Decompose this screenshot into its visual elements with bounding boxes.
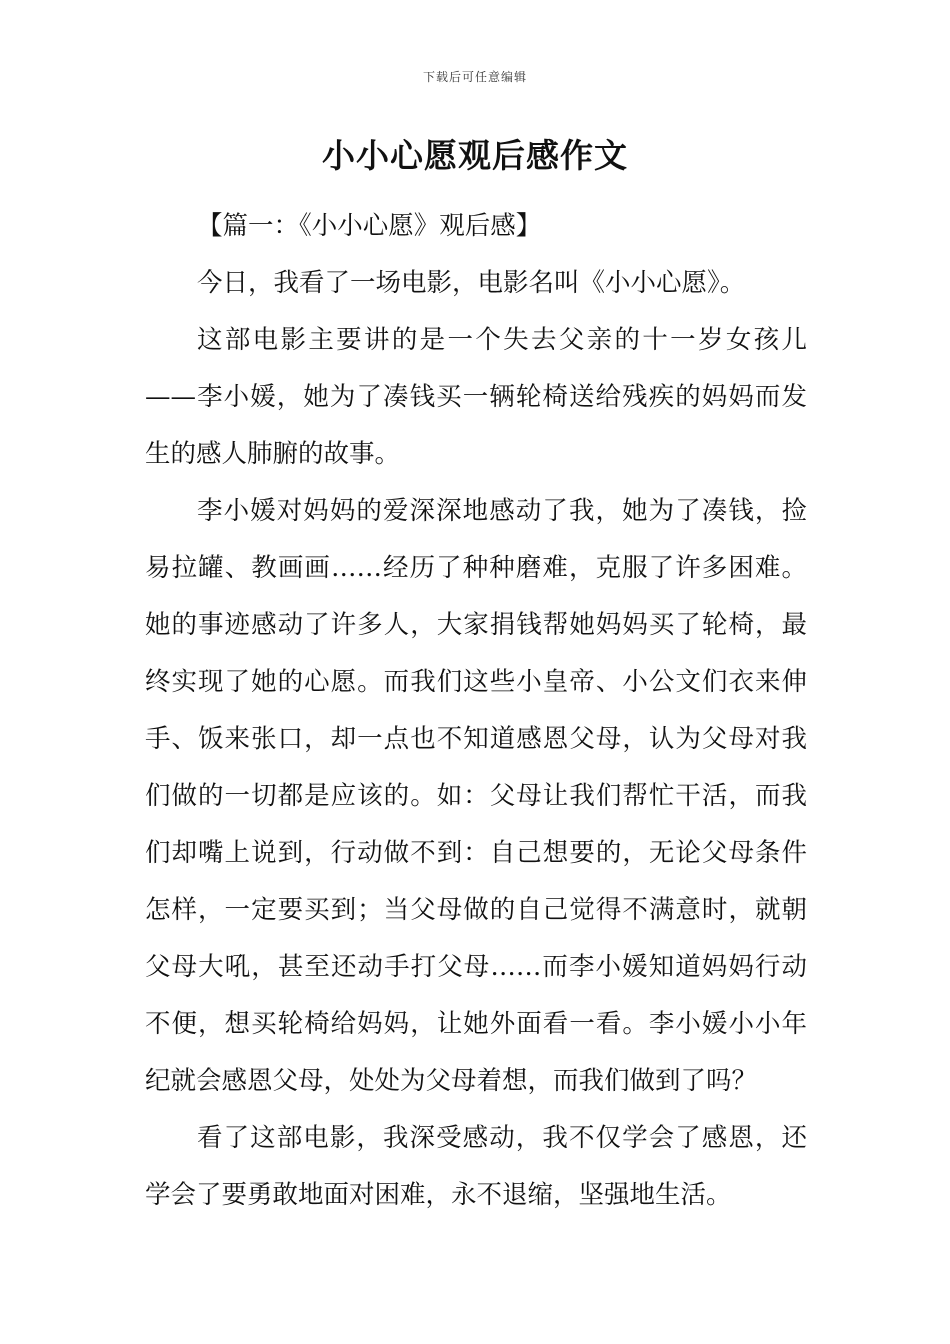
paragraph-3: 李小媛对妈妈的爱深深地感动了我，她为了凑钱，捡易拉罐、教画画……经历了种种磨难，克服了许多困难。她的事迹感动了许多人，大家捐钱帮她妈妈买了轮椅，最终实现了她的心愿。而我们这些小皇帝、小公文们衣来伸手、饭来张口，却一点也不知道感恩父母，认为父母对我们做的一切都是应该的。如：父母让我们帮忙干活，而我们却嘴上说到，行动做不到：自己想要的，无论父母条件怎样，一定要买到；当父母做的自己觉得不满意时，就朝父母大吼，甚至还动手打父母……而李小媛知道妈妈行动不便，想买轮椅给妈妈，让她外面看一看。李小媛小小年纪就会感恩父母，处处为父母着想，而我们做到了吗？ (145, 496, 807, 1096)
header-note: 下载后可任意编辑 (422, 70, 527, 84)
paragraph-4: 看了这部电影，我深受感动，我不仅学会了感恩，还学会了要勇敢地面对困难，永不退缩，坚强地生活。 (145, 1123, 807, 1210)
document-title: 小小心愿观后感作文 (322, 136, 628, 175)
section-heading: 【篇一：《小小心愿》观后感】 (197, 211, 542, 241)
paragraph-2: 这部电影主要讲的是一个失去父亲的十一岁女孩儿——李小媛，她为了凑钱买一辆轮椅送给残疾的妈妈而发生的感人肺腑的故事。 (145, 325, 807, 469)
paragraph-1: 今日，我看了一场电影，电影名叫《小小心愿》。 (197, 268, 746, 298)
document-body (145, 198, 807, 1224)
